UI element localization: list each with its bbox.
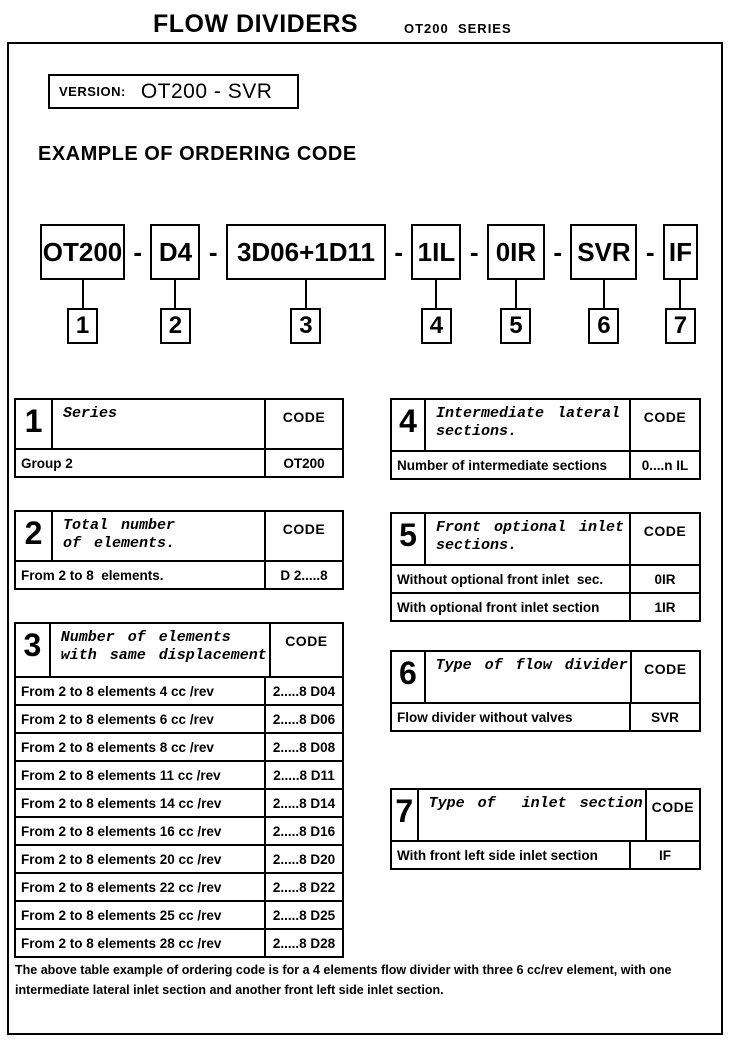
table-7-title-line-1: Type of inlet section [428,795,643,812]
code-number-4: 4 [421,308,452,344]
example-heading: EXAMPLE OF ORDERING CODE [38,143,357,165]
table-6-title-line-1: Type of flow divider [435,657,628,674]
code-box-4: 1IL [411,224,461,280]
footer-note-line-2: intermediate lateral inlet section and another front left side inlet section. [15,983,444,997]
table-7-row-1-desc: With front left side inlet section [397,847,598,863]
table-3-row-9-code: 2.....8 D25 [264,902,342,928]
table-3-row-7-code: 2.....8 D20 [264,846,342,872]
table-1-code-header: CODE [264,400,342,448]
table-3-row-10-desc: From 2 to 8 elements 28 cc /rev [21,935,222,951]
ordering-code-row [40,224,698,344]
table-3-row-6-desc: From 2 to 8 elements 16 cc /rev [21,823,222,839]
table-3-row-2-code: 2.....8 D06 [264,706,342,732]
table-5-title [426,514,629,564]
table-3-row-3 [16,732,342,760]
table-4-title-line-1: Intermediate lateral [436,405,621,422]
connector-line-1 [82,280,84,308]
table-5-number: 5 [392,514,426,564]
table-3-row-8-code: 2.....8 D22 [264,874,342,900]
table-2-header [16,512,342,562]
footer-note-line-1: The above table example of ordering code is for a 4 elements flow divider with three 6 cc/rev element, with one [15,963,672,977]
code-number-1: 1 [67,308,98,344]
table-3-row-2-desc: From 2 to 8 elements 6 cc /rev [21,711,214,727]
table-3-row-6-code: 2.....8 D16 [264,818,342,844]
code-separator: - [208,237,218,267]
code-segment-2 [150,224,200,344]
footer-note [15,960,717,1000]
table-5-title-line-2: sections. [436,537,518,554]
code-number-3: 3 [290,308,321,344]
connector-line-7 [679,280,681,308]
table-5-row-2-desc: With optional front inlet section [397,599,600,615]
table-4-title [426,400,629,450]
table-6-header [392,652,699,704]
connector-line-3 [305,280,307,308]
version-value: OT200 - SVR [140,79,273,103]
code-number-7: 7 [665,308,696,344]
code-box-6: SVR [570,224,637,280]
code-segment-4 [411,224,461,344]
table-7-title [419,790,645,840]
table-5-row-1-desc: Without optional front inlet sec. [397,571,604,587]
table-4-code-header: CODE [629,400,699,450]
table-7-code-header: CODE [645,790,699,840]
code-separator: - [394,237,404,267]
code-segment-6 [570,224,637,344]
table-1-title [53,400,264,448]
table-same-displacement [14,622,344,958]
table-3-row-5 [16,788,342,816]
sheet-border [7,42,723,1035]
connector-line-5 [515,280,517,308]
connector-line-2 [174,280,176,308]
table-6-row-1 [392,704,699,730]
table-4-row-1-desc: Number of intermediate sections [397,457,608,473]
series-label: OT200 SERIES [404,21,512,36]
table-3-row-6 [16,816,342,844]
table-6-code-header: CODE [630,652,699,702]
table-3-number: 3 [16,624,51,676]
table-1-number: 1 [16,400,53,448]
connector-line-6 [603,280,605,308]
table-3-row-10-code: 2.....8 D28 [264,930,342,956]
code-box-1: OT200 [40,224,125,280]
table-4-header [392,400,699,452]
page-title: FLOW DIVIDERS [153,10,359,38]
table-3-row-1-desc: From 2 to 8 elements 4 cc /rev [21,683,214,699]
table-2-title [53,512,264,560]
table-3-row-7 [16,844,342,872]
table-4-row-1-code: 0....n IL [629,452,699,478]
table-3-row-4-code: 2.....8 D11 [264,762,342,788]
table-4-number: 4 [392,400,426,450]
table-5-row-1-code: 0IR [629,566,699,592]
code-segment-3 [226,224,386,344]
version-box [48,74,299,109]
code-separator: - [645,237,655,267]
table-3-row-3-desc: From 2 to 8 elements 8 cc /rev [21,739,214,755]
table-series [14,398,344,478]
connector-line-4 [435,280,437,308]
table-6-number: 6 [392,652,426,702]
table-5-title-line-1: Front optional inlet [436,519,625,536]
table-6-row-1-desc: Flow divider without valves [397,709,573,725]
table-5-code-header: CODE [629,514,699,564]
table-1-title-line-1: Series [63,405,118,422]
table-3-row-9-desc: From 2 to 8 elements 25 cc /rev [21,907,222,923]
table-7-number: 7 [392,790,419,840]
table-3-row-10 [16,928,342,956]
table-7-row-1-code: IF [629,842,699,868]
table-3-row-4 [16,760,342,788]
table-total-elements [14,510,344,590]
code-segment-1 [40,224,125,344]
table-3-row-2 [16,704,342,732]
table-3-title [51,624,269,676]
table-5-row-1 [392,566,699,592]
table-7-header [392,790,699,842]
table-6-title [426,652,630,702]
table-2-title-line-2: of elements. [63,535,176,552]
table-6-row-1-code: SVR [629,704,699,730]
code-box-7: IF [663,224,698,280]
table-3-code-header: CODE [269,624,342,676]
table-3-title-line-2: with same displacement [60,647,267,664]
table-3-row-7-desc: From 2 to 8 elements 20 cc /rev [21,851,222,867]
table-4-row-1 [392,452,699,478]
table-3-row-9 [16,900,342,928]
code-box-2: D4 [150,224,200,280]
code-box-3: 3D06+1D11 [226,224,386,280]
code-box-5: 0IR [487,224,545,280]
table-3-row-1 [16,678,342,704]
table-2-code-header: CODE [264,512,342,560]
table-2-number: 2 [16,512,53,560]
table-flow-divider-type [390,650,701,732]
version-label: VERSION: [59,84,126,99]
table-3-row-4-desc: From 2 to 8 elements 11 cc /rev [21,767,221,783]
code-number-2: 2 [160,308,191,344]
table-inlet-section-type [390,788,701,870]
table-2-title-line-1: Total number [63,517,176,534]
table-2-row-1-code: D 2.....8 [264,562,342,588]
table-3-row-5-code: 2.....8 D14 [264,790,342,816]
table-3-row-3-code: 2.....8 D08 [264,734,342,760]
table-3-title-line-1: Number of elements [60,629,231,646]
code-number-5: 5 [500,308,531,344]
table-5-header [392,514,699,566]
code-separator: - [133,237,143,267]
code-separator: - [553,237,563,267]
code-separator: - [469,237,479,267]
code-number-6: 6 [588,308,619,344]
table-1-header [16,400,342,450]
table-3-row-5-desc: From 2 to 8 elements 14 cc /rev [21,795,222,811]
table-2-row-1-desc: From 2 to 8 elements. [21,567,164,583]
table-front-optional-inlet [390,512,701,622]
table-1-row-1-code: OT200 [264,450,342,476]
table-1-row-1-desc: Group 2 [21,455,73,471]
table-2-row-1 [16,562,342,588]
code-segment-7 [663,224,698,344]
table-5-row-2-code: 1IR [629,594,699,620]
table-intermediate-sections [390,398,701,480]
table-5-row-2 [392,592,699,620]
code-segment-5 [487,224,545,344]
table-3-row-8-desc: From 2 to 8 elements 22 cc /rev [21,879,222,895]
table-3-header [16,624,342,678]
table-3-row-1-code: 2.....8 D04 [264,678,342,704]
table-7-row-1 [392,842,699,868]
table-1-row-1 [16,450,342,476]
table-4-title-line-2: sections. [436,423,518,440]
table-3-row-8 [16,872,342,900]
